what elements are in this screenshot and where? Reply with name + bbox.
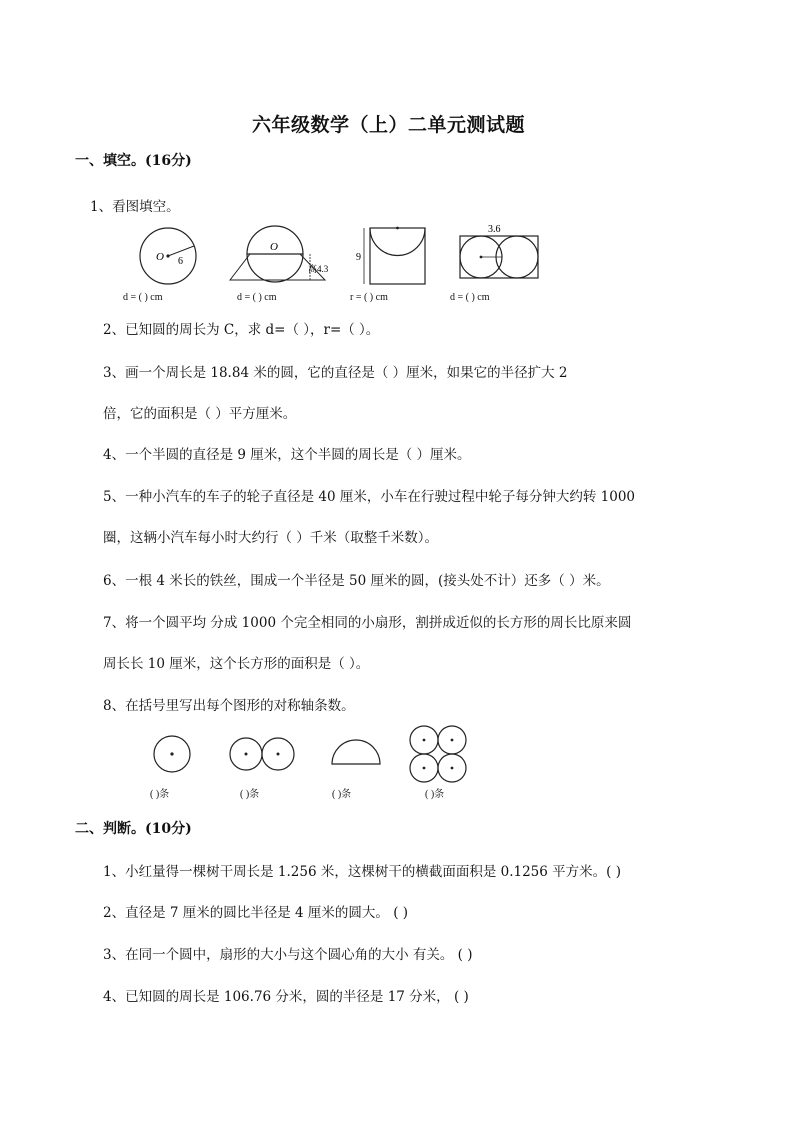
question-1-5-line1: 5、一种小汽车的车子的轮子直径是 40 厘米，小车在行驶过程中轮子每分钟大约转 1000 [103,489,635,505]
figure-circle-radius [140,228,196,284]
fig1-center-label: O [156,251,164,263]
figure-rectangle-two-circles [460,224,538,278]
question-1-7-line1: 7、将一个圆平均 分成 1000 个完全相同的小扇形，割拼成近似的长方形的周长比原来圆 [103,615,632,631]
question-1-4: 4、一个半圆的直径是 9 厘米，这个半圆的周长是（ ）厘米。 [103,447,471,463]
fig2-center-label: O [270,241,278,253]
fig3-height-label: 9 [356,252,361,263]
symmetry-figure-four-circles [410,726,466,782]
question-1-7-line2: 周长长 10 厘米，这个长方形的面积是（ ）。 [103,656,370,672]
symmetry-figure-single-circle [154,736,190,772]
figure-circle-trapezoid [230,226,329,282]
question-2-3: 3、在同一个圆中，扇形的大小与这个圆心角的大小 有关。 ( ) [103,947,473,963]
question-1-1: 1、看图填空。 [90,199,180,215]
question-1-5-line2: 圈，这辆小汽车每小时大约行（ ）千米（取整千米数）。 [103,530,439,546]
fig1-radius-label: 6 [178,256,183,267]
question-1-6: 6、一根 4 米长的铁丝，围成一个半径是 50 厘米的圆，(接头处不计）还多（ ）米。 [103,573,610,589]
question-1-figures [110,222,570,302]
fig2-caption: d = ( ) cm [237,292,277,303]
fig3-caption: r = ( ) cm [350,292,388,303]
section-heading-fill-in: 一、填空。(16分) [75,153,192,169]
fig4-caption: d = ( ) cm [450,292,490,303]
symmetry-caption-2: ( )条 [240,789,260,800]
figure-rectangle-semicircle [356,227,425,284]
symmetry-caption-1: ( )条 [150,789,170,800]
fig1-caption: d = ( ) cm [123,292,163,303]
fig4-width-label: 3.6 [488,224,501,235]
question-8-figures [140,724,500,786]
question-1-8: 8、在括号里写出每个图形的对称轴条数。 [103,698,355,714]
symmetry-caption-3: ( )条 [332,789,352,800]
symmetry-figure-two-circles [230,738,294,770]
page-title: 六年级数学（上）二单元测试题 [252,114,526,136]
symmetry-figure-semicircle [332,740,380,764]
question-2-2: 2、直径是 7 厘米的圆比半径是 4 厘米的圆大。 ( ) [103,905,409,921]
question-2-1: 1、小红量得一棵树干周长是 1.256 米，这棵树干的横截面面积是 0.1256 平方米。( ) [103,864,621,880]
symmetry-caption-4: ( )条 [425,789,445,800]
question-1-3-line1: 3、画一个周长是 18.84 米的圆，它的直径是（ ）厘米，如果它的半径扩大 2 [103,365,568,381]
question-1-3-line2: 倍，它的面积是（ ）平方厘米。 [103,406,297,422]
question-2-4: 4、已知圆的周长是 106.76 分米，圆的半径是 17 分米， ( ) [103,989,469,1005]
question-1-2: 2、已知圆的周长为 C，求 d=（ ），r=（ ）。 [103,322,380,338]
section-heading-true-false: 二、判断。(10分) [75,821,192,837]
fig2-height-label: 高4.3 [308,264,329,274]
